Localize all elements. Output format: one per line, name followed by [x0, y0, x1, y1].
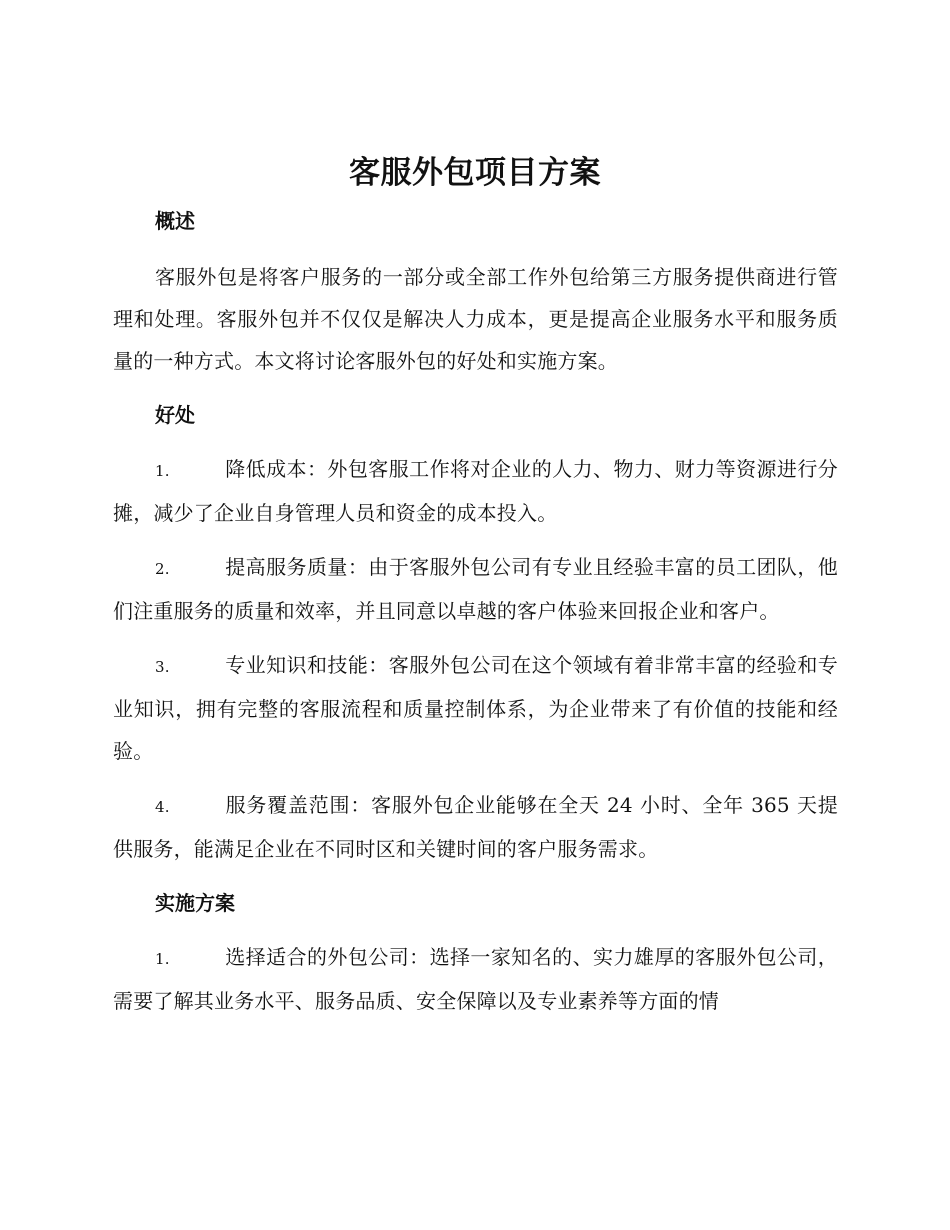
implementation-item-1 — [113, 936, 838, 1022]
benefit-item-4 — [113, 784, 838, 870]
list-number: 1. — [155, 462, 170, 480]
section-heading-overview: 概述 — [155, 209, 195, 233]
benefit-text: 提高服务质量：由于客服外包公司有专业且经验丰富的员工团队，他们注重服务的质量和效率，并且同意以卓越的客户体验来回报企业和客户。 — [113, 555, 838, 623]
benefit-item-1 — [113, 448, 838, 534]
benefit-item-2 — [113, 546, 838, 632]
benefit-text: 降低成本：外包客服工作将对企业的人力、物力、财力等资源进行分摊，减少了企业自身管理人员和资金的成本投入。 — [113, 457, 838, 525]
implementation-text: 选择适合的外包公司：选择一家知名的、实力雄厚的客服外包公司，需要了解其业务水平、服务品质、安全保障以及专业素养等方面的情 — [113, 945, 838, 1013]
overview-paragraph: 客服外包是将客户服务的一部分或全部工作外包给第三方服务提供商进行管理和处理。客服外包并不仅仅是解决人力成本，更是提高企业服务水平和服务质量的一种方式。本文将讨论客服外包的好处和实施方案。 — [113, 265, 838, 373]
document-title: 客服外包项目方案 — [349, 155, 601, 191]
list-number: 4. — [155, 798, 170, 816]
benefit-text: 专业知识和技能：客服外包公司在这个领域有着非常丰富的经验和专业知识，拥有完整的客服流程和质量控制体系，为企业带来了有价值的技能和经验。 — [113, 653, 838, 763]
list-number: 3. — [155, 658, 170, 676]
list-number: 2. — [155, 560, 170, 578]
list-number: 1. — [155, 950, 170, 968]
section-heading-benefits: 好处 — [155, 403, 195, 427]
benefit-item-3 — [113, 644, 838, 772]
benefit-text: 服务覆盖范围：客服外包企业能够在全天 24 小时、全年 365 天提供服务，能满足企业在不同时区和关键时间的客户服务需求。 — [113, 793, 838, 861]
document-body — [113, 200, 838, 1022]
section-heading-implementation: 实施方案 — [155, 891, 235, 915]
